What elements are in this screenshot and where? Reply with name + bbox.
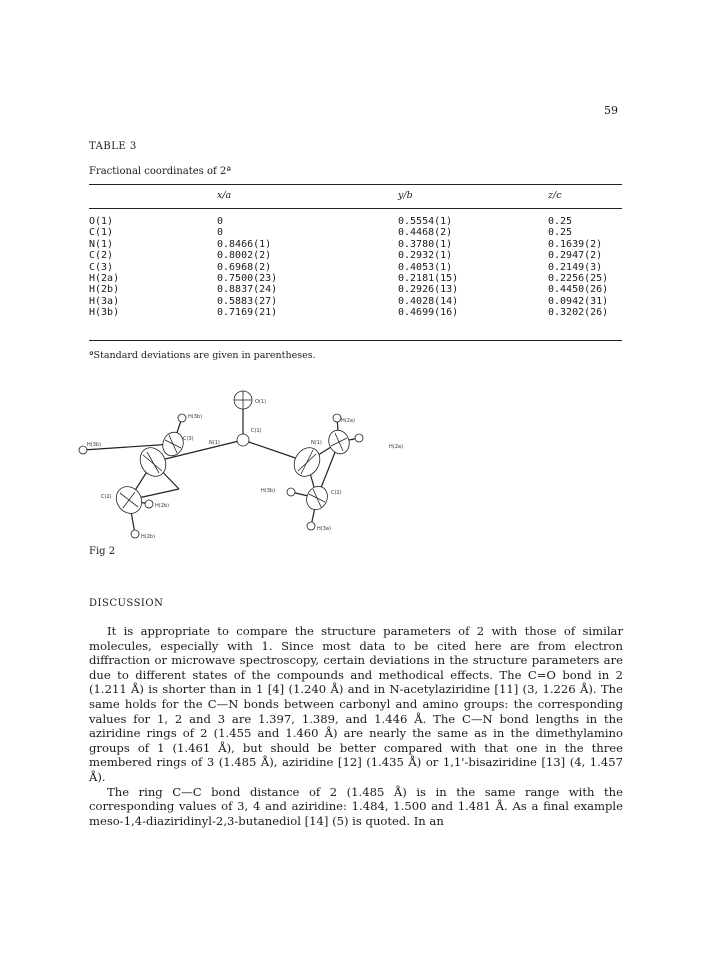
table-label: TABLE 3	[89, 141, 137, 152]
figure-caption: Fig 2	[89, 546, 116, 557]
coordinate-cell: 0.0942(31)	[548, 295, 609, 307]
table-row	[89, 216, 622, 227]
coordinate-cell: 0	[217, 227, 224, 239]
coordinate-cell: 0.3780(1)	[398, 238, 453, 250]
column-header-x: x/a	[217, 190, 232, 201]
coordinate-cell: 0.1639(2)	[548, 238, 603, 250]
atom-label-c2-left: C(2)	[101, 494, 112, 500]
atom-label-h3b-top: H(3b)	[188, 414, 203, 420]
atom-h2a-right	[307, 522, 315, 530]
atom-c2-left	[111, 482, 147, 519]
coordinate-cell: 0.4468(2)	[398, 227, 453, 239]
atom-label-c2-right: C(2)	[331, 490, 342, 496]
table-caption: Fractional coordinates of 2ª	[89, 166, 231, 177]
coordinate-cell: 0.2256(25)	[548, 273, 609, 285]
coordinate-cell: 0.5883(27)	[217, 295, 278, 307]
atom-h3b-right-lower	[287, 488, 295, 496]
coordinate-cell: 0.8002(2)	[217, 250, 272, 262]
coordinate-cell: 0.8837(24)	[217, 284, 278, 296]
coordinate-cell: 0.2149(3)	[548, 261, 603, 273]
table-footnote: ªStandard deviations are given in parentheses.	[89, 350, 316, 361]
table-row	[89, 273, 622, 284]
atom-name-cell: C(2)	[89, 250, 114, 262]
coordinate-cell: 0.7500(23)	[217, 273, 278, 285]
atom-label-h2a-top: H(2a)	[341, 418, 355, 424]
coordinate-cell: 0.4699(16)	[398, 307, 459, 319]
atom-name-cell: N(1)	[89, 238, 114, 250]
atom-n1-right	[289, 443, 325, 481]
coordinate-cell: 0.25	[548, 227, 573, 239]
column-header-y: y/b	[398, 190, 413, 201]
discussion-paragraph: It is appropriate to compare the structure parameters of 2 with those of similar molecules, especially with 1. Since most data to be cited here are from electron diffraction or microwave spectroscopy, certain deviations in the structure parameters are due to different states of the compounds and methodical effects. The C=O bond in 2 (1.211 Å) is shorter than in 1 [4] (1.240 Å) and in N-acetylaziridine [11] (3, 1.226 Å). The same holds for the C—N bonds between carbonyl and amino groups: the corresponding values for 1, 2 and 3 are 1.397, 1.389, and 1.446 Å. The C—N bond lengths in the aziridine rings of 2 (1.455 and 1.460 Å) are nearly the same as in the dimethylamino groups of 1 (1.461 Å), but should be better compared with that one in the three membered rings of 3 (1.485 Å), aziridine [12] (1.435 Å) or 1,1'-bisaziridine [13] (4, 1.457 Å).	[89, 624, 623, 784]
atom-label-n1-right: N(1)	[311, 440, 322, 446]
coordinate-cell: 0.7169(21)	[217, 307, 278, 319]
atom-h3b-right	[333, 414, 341, 422]
atom-c2-right	[303, 483, 331, 513]
atom-o1	[234, 391, 252, 409]
coordinate-cell: 0.5554(1)	[398, 216, 453, 227]
atom-h3b-far	[79, 446, 87, 454]
section-heading: DISCUSSION	[89, 598, 164, 609]
table-row	[89, 307, 622, 318]
coordinate-cell: 0.2926(13)	[398, 284, 459, 296]
coordinate-cell: 0.4053(1)	[398, 261, 453, 273]
table-header-rule	[89, 208, 622, 209]
table-row	[89, 284, 622, 295]
atom-label-h3a-bottom: H(3a)	[317, 526, 331, 532]
atom-label-h2a-right: H(2a)	[389, 444, 403, 450]
coordinate-cell: 0.4028(14)	[398, 295, 459, 307]
coordinate-cell: 0.2947(2)	[548, 250, 603, 262]
atom-label-n1-left: N(1)	[209, 440, 220, 446]
coordinates-table	[89, 216, 622, 319]
table-row	[89, 296, 622, 307]
table-bottom-rule	[89, 340, 622, 341]
coordinate-cell: 0.25	[548, 216, 573, 227]
table-row	[89, 250, 622, 261]
atom-label-c1: C(1)	[251, 428, 262, 434]
atom-name-cell: C(1)	[89, 227, 114, 239]
molecule-figure	[89, 372, 529, 548]
atom-label-o1: O(1)	[255, 399, 267, 405]
atom-c1	[237, 434, 249, 446]
atom-label-h2b-left: H(2b)	[155, 503, 170, 509]
atom-h2a-left	[131, 530, 139, 538]
atom-name-cell: H(3b)	[89, 307, 120, 319]
coordinate-cell: 0.2932(1)	[398, 250, 453, 262]
table-row	[89, 262, 622, 273]
coordinate-cell: 0.8466(1)	[217, 238, 272, 250]
coordinate-cell: 0.2181(15)	[398, 273, 459, 285]
atom-label-h3b-mid: H(3b)	[261, 488, 276, 494]
atom-h3b-left	[178, 414, 186, 422]
atom-label-h2b-bottom: H(2b)	[141, 534, 156, 540]
discussion-paragraph: The ring C—C bond distance of 2 (1.485 Å) is in the same range with the corresponding values of 3, 4 and aziridine: 1.484, 1.500 and 1.481 Å. As a final example meso-1,4-diaziridinyl-2,3-butanediol [14] (5) is quoted. In an	[89, 784, 623, 828]
atom-name-cell: C(3)	[89, 261, 114, 273]
discussion-body	[89, 624, 623, 828]
page-number: 59	[604, 104, 618, 117]
table-top-rule	[89, 184, 622, 185]
atom-name-cell: H(3a)	[89, 295, 120, 307]
coordinate-cell: 0	[217, 216, 224, 227]
column-header-z: z/c	[548, 190, 562, 201]
atom-label-c3-left: C(3)	[183, 436, 194, 442]
atom-c3-right	[325, 427, 352, 456]
ortep-drawing	[89, 372, 529, 544]
coordinate-cell: 0.6968(2)	[217, 261, 272, 273]
table-row	[89, 239, 622, 250]
table-row	[89, 227, 622, 238]
atom-h2b-left	[145, 500, 153, 508]
atom-name-cell: O(1)	[89, 216, 114, 227]
atom-label-h3b-left: H(3b)	[87, 442, 102, 448]
atom-h3a-right	[355, 434, 363, 442]
coordinate-cell: 0.3202(26)	[548, 307, 609, 319]
atom-name-cell: H(2a)	[89, 273, 120, 285]
atom-name-cell: H(2b)	[89, 284, 120, 296]
coordinate-cell: 0.4450(26)	[548, 284, 609, 296]
